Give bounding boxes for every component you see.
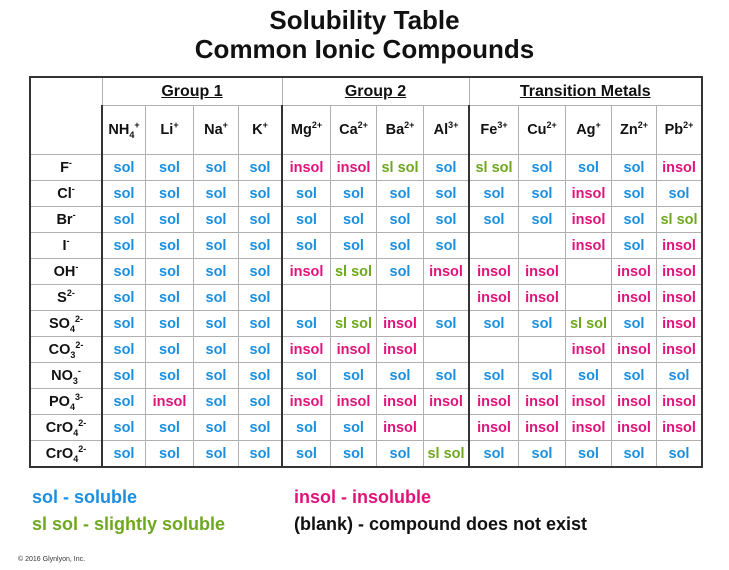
solubility-cell: sol xyxy=(519,181,566,207)
solubility-cell xyxy=(519,233,566,259)
solubility-cell: sol xyxy=(102,181,146,207)
solubility-cell: sol xyxy=(102,233,146,259)
solubility-cell: insol xyxy=(377,415,424,441)
cation-header xyxy=(282,106,331,155)
solubility-cell: sol xyxy=(102,285,146,311)
solubility-cell xyxy=(424,337,470,363)
anion-header xyxy=(30,285,102,311)
solubility-cell: sol xyxy=(146,233,194,259)
solubility-cell: sl sol xyxy=(424,441,470,468)
solubility-cell: sol xyxy=(102,415,146,441)
solubility-cell: insol xyxy=(469,259,519,285)
solubility-cell: sol xyxy=(146,441,194,468)
table-body xyxy=(30,155,702,468)
solubility-cell: sl sol xyxy=(566,311,612,337)
anion-label: Cl- xyxy=(57,183,75,202)
solubility-cell: insol xyxy=(469,389,519,415)
solubility-cell: sol xyxy=(424,363,470,389)
cation-header xyxy=(469,106,519,155)
table-row xyxy=(30,155,702,181)
anion-label: CrO$_4^{2-}$ xyxy=(45,443,87,464)
solubility-cell xyxy=(469,337,519,363)
solubility-cell: insol xyxy=(566,181,612,207)
anion-header xyxy=(30,155,102,181)
legend-sl-sol: sl sol - slightly soluble xyxy=(32,514,226,534)
solubility-cell: sol xyxy=(566,363,612,389)
solubility-cell: sol xyxy=(331,363,377,389)
solubility-cell: insol xyxy=(146,389,194,415)
anion-label: OH- xyxy=(53,261,79,280)
cation-header xyxy=(657,106,703,155)
solubility-cell: insol xyxy=(377,337,424,363)
solubility-cell: insol xyxy=(331,389,377,415)
solubility-cell: insol xyxy=(566,337,612,363)
solubility-cell: sol xyxy=(282,415,331,441)
solubility-cell: insol xyxy=(657,389,703,415)
solubility-cell: sol xyxy=(146,363,194,389)
solubility-cell: insol xyxy=(469,285,519,311)
legend-blank: (blank) - compound does not exist xyxy=(294,514,588,534)
solubility-cell: sol xyxy=(377,233,424,259)
solubility-cell: sol xyxy=(566,441,612,468)
table-row xyxy=(30,207,702,233)
group-label: Group 2 xyxy=(344,82,407,100)
solubility-cell: insol xyxy=(612,415,657,441)
solubility-cell: sol xyxy=(331,441,377,468)
solubility-cell: insol xyxy=(657,285,703,311)
solubility-cell: insol xyxy=(566,207,612,233)
solubility-cell: sol xyxy=(331,181,377,207)
solubility-cell: sol xyxy=(657,181,703,207)
solubility-cell: sol xyxy=(657,363,703,389)
solubility-cell: insol xyxy=(282,155,331,181)
solubility-cell: sol xyxy=(469,311,519,337)
solubility-cell: insol xyxy=(519,415,566,441)
anion-label: F- xyxy=(60,157,72,176)
table-row xyxy=(30,285,702,311)
solubility-cell: sol xyxy=(239,311,283,337)
cation-label: $Pb^{2+}$ xyxy=(664,120,694,138)
solubility-cell: sol xyxy=(282,363,331,389)
solubility-cell: sol xyxy=(377,259,424,285)
anion-label: Br- xyxy=(56,209,76,228)
cation-header-row xyxy=(30,106,702,155)
solubility-cell: sol xyxy=(102,155,146,181)
group-header xyxy=(102,77,282,106)
solubility-cell xyxy=(282,285,331,311)
anion-label: $CO_3^{2-}$ xyxy=(48,339,84,360)
table-row xyxy=(30,415,702,441)
solubility-cell: insol xyxy=(519,389,566,415)
solubility-cell: insol xyxy=(519,285,566,311)
solubility-cell: sol xyxy=(282,311,331,337)
anion-header xyxy=(30,415,102,441)
solubility-cell: insol xyxy=(424,389,470,415)
solubility-cell: sol xyxy=(239,337,283,363)
solubility-cell: sol xyxy=(282,207,331,233)
solubility-cell: sol xyxy=(469,441,519,468)
solubility-cell: sol xyxy=(657,441,703,468)
cation-label: $Al^{3+}$ xyxy=(433,120,459,138)
solubility-cell: sol xyxy=(424,311,470,337)
legend-sol: sol - soluble xyxy=(32,487,138,507)
group-label: Group 1 xyxy=(161,82,223,100)
anion-label: $PO_4^{3-}$ xyxy=(49,391,83,412)
solubility-cell: insol xyxy=(566,233,612,259)
anion-header xyxy=(30,259,102,285)
solubility-cell: sol xyxy=(519,207,566,233)
cation-header xyxy=(239,106,283,155)
solubility-cell: sol xyxy=(146,259,194,285)
group-header xyxy=(469,77,702,106)
cation-label: $NH_4^+$ xyxy=(108,120,140,140)
cation-label: $Zn^{2+}$ xyxy=(620,120,648,138)
solubility-cell: sol xyxy=(239,415,283,441)
solubility-cell: insol xyxy=(612,389,657,415)
solubility-cell: sl sol xyxy=(469,155,519,181)
solubility-cell: insol xyxy=(377,311,424,337)
solubility-cell: sol xyxy=(377,363,424,389)
solubility-cell: sol xyxy=(194,363,239,389)
cation-label: $Ba^{2+}$ xyxy=(385,120,415,138)
solubility-cell: sl sol xyxy=(331,311,377,337)
solubility-cell: sol xyxy=(194,207,239,233)
cation-header xyxy=(424,106,470,155)
anion-label: $S^{2-}$ xyxy=(57,287,75,306)
legend-insol: insol - insoluble xyxy=(294,487,432,507)
solubility-cell: sol xyxy=(194,415,239,441)
solubility-cell: sol xyxy=(239,207,283,233)
cation-label: $Fe^{3+}$ xyxy=(480,120,508,138)
solubility-cell: sol xyxy=(282,441,331,468)
solubility-cell: insol xyxy=(657,233,703,259)
solubility-cell xyxy=(469,233,519,259)
group-header xyxy=(282,77,469,106)
cation-label: $Ca^{2+}$ xyxy=(339,120,368,138)
group-label: Transition Metals xyxy=(519,82,651,100)
solubility-cell: sol xyxy=(146,155,194,181)
solubility-cell: sol xyxy=(102,389,146,415)
solubility-cell: sol xyxy=(194,259,239,285)
solubility-cell: sol xyxy=(331,415,377,441)
anion-header xyxy=(30,311,102,337)
solubility-cell: sol xyxy=(377,441,424,468)
solubility-cell: sol xyxy=(239,155,283,181)
solubility-cell: sol xyxy=(146,285,194,311)
table-row xyxy=(30,233,702,259)
solubility-cell: sol xyxy=(146,415,194,441)
solubility-cell: sol xyxy=(612,441,657,468)
solubility-cell: sol xyxy=(612,207,657,233)
cation-label: Ag+ xyxy=(576,120,601,138)
copyright: © 2016 Glynlyon, Inc. xyxy=(18,556,86,563)
solubility-cell xyxy=(424,415,470,441)
solubility-cell: sol xyxy=(194,337,239,363)
cation-label: $Cu^{2+}$ xyxy=(527,120,557,138)
solubility-cell: insol xyxy=(331,337,377,363)
anion-header xyxy=(30,207,102,233)
solubility-cell: sol xyxy=(612,233,657,259)
solubility-cell: sol xyxy=(239,259,283,285)
solubility-cell: sol xyxy=(194,233,239,259)
solubility-cell: sol xyxy=(239,363,283,389)
solubility-cell: sol xyxy=(102,337,146,363)
solubility-cell: sol xyxy=(194,441,239,468)
solubility-cell xyxy=(566,259,612,285)
cation-header xyxy=(102,106,146,155)
solubility-cell: sol xyxy=(146,207,194,233)
solubility-cell: sol xyxy=(146,181,194,207)
solubility-cell: insol xyxy=(612,337,657,363)
solubility-cell: insol xyxy=(282,337,331,363)
solubility-cell: sol xyxy=(424,233,470,259)
solubility-cell: insol xyxy=(331,155,377,181)
solubility-cell: sol xyxy=(239,181,283,207)
anion-header xyxy=(30,337,102,363)
cation-header xyxy=(519,106,566,155)
solubility-cell: sol xyxy=(612,181,657,207)
solubility-cell xyxy=(566,285,612,311)
table-row xyxy=(30,311,702,337)
solubility-cell: sol xyxy=(102,207,146,233)
solubility-cell: insol xyxy=(566,389,612,415)
cation-label: Li+ xyxy=(160,120,179,138)
solubility-cell: sol xyxy=(566,155,612,181)
solubility-cell: sol xyxy=(194,181,239,207)
solubility-cell: sol xyxy=(612,363,657,389)
corner-cell xyxy=(30,77,102,155)
anion-label: CrO$_4^{2-}$ xyxy=(45,417,87,438)
solubility-cell: insol xyxy=(612,285,657,311)
solubility-cell xyxy=(519,337,566,363)
solubility-cell: sol xyxy=(239,441,283,468)
solubility-cell: sl sol xyxy=(657,207,703,233)
solubility-cell: sol xyxy=(377,207,424,233)
cation-header xyxy=(146,106,194,155)
solubility-cell xyxy=(377,285,424,311)
solubility-cell: sol xyxy=(102,259,146,285)
solubility-cell: sol xyxy=(239,285,283,311)
solubility-cell: sol xyxy=(331,233,377,259)
solubility-cell: insol xyxy=(657,415,703,441)
anion-label: I- xyxy=(62,235,70,254)
solubility-cell: sol xyxy=(519,441,566,468)
solubility-cell: insol xyxy=(282,389,331,415)
solubility-cell: sol xyxy=(612,155,657,181)
cation-label: Na+ xyxy=(204,120,228,138)
solubility-cell: insol xyxy=(424,259,470,285)
anion-header xyxy=(30,441,102,468)
solubility-cell: sol xyxy=(146,337,194,363)
solubility-cell: sol xyxy=(424,207,470,233)
solubility-cell: insol xyxy=(657,155,703,181)
solubility-cell: sol xyxy=(519,363,566,389)
solubility-cell: sol xyxy=(377,181,424,207)
table-row xyxy=(30,259,702,285)
cation-header xyxy=(331,106,377,155)
solubility-cell: sl sol xyxy=(331,259,377,285)
solubility-table xyxy=(29,76,703,468)
solubility-cell: sol xyxy=(194,155,239,181)
cation-header xyxy=(194,106,239,155)
solubility-cell: sol xyxy=(282,181,331,207)
solubility-cell: sol xyxy=(519,155,566,181)
solubility-cell: sol xyxy=(424,181,470,207)
anion-header xyxy=(30,233,102,259)
table-row xyxy=(30,181,702,207)
solubility-cell: insol xyxy=(566,415,612,441)
solubility-cell: insol xyxy=(282,259,331,285)
solubility-cell: insol xyxy=(612,259,657,285)
table-row xyxy=(30,337,702,363)
solubility-cell xyxy=(331,285,377,311)
solubility-cell: insol xyxy=(657,337,703,363)
table-row xyxy=(30,363,702,389)
cation-label: $Mg^{2+}$ xyxy=(290,120,323,138)
anion-label: $NO_3^-$ xyxy=(51,365,81,386)
solubility-cell: sol xyxy=(424,155,470,181)
anion-header xyxy=(30,389,102,415)
solubility-cell: sol xyxy=(102,363,146,389)
table-row xyxy=(30,441,702,468)
solubility-cell: insol xyxy=(469,415,519,441)
solubility-cell: sol xyxy=(239,389,283,415)
solubility-cell: sol xyxy=(194,285,239,311)
solubility-cell: sol xyxy=(194,389,239,415)
solubility-cell: sol xyxy=(519,311,566,337)
solubility-cell: sol xyxy=(612,311,657,337)
solubility-cell: sol xyxy=(282,233,331,259)
title-line-2: Common Ionic Compounds xyxy=(194,34,535,64)
table-row xyxy=(30,389,702,415)
solubility-cell: insol xyxy=(519,259,566,285)
solubility-cell: sol xyxy=(102,441,146,468)
solubility-cell: sol xyxy=(469,363,519,389)
solubility-cell: insol xyxy=(377,389,424,415)
solubility-cell: sol xyxy=(194,311,239,337)
solubility-cell: sol xyxy=(239,233,283,259)
anion-header xyxy=(30,181,102,207)
cation-label: K+ xyxy=(252,120,268,138)
solubility-cell: sol xyxy=(146,311,194,337)
solubility-cell xyxy=(424,285,470,311)
cation-header xyxy=(377,106,424,155)
solubility-cell: sol xyxy=(331,207,377,233)
solubility-cell: insol xyxy=(657,259,703,285)
title-line-1: Solubility Table xyxy=(269,5,460,35)
solubility-cell: sl sol xyxy=(377,155,424,181)
solubility-cell: insol xyxy=(657,311,703,337)
cation-header xyxy=(612,106,657,155)
solubility-cell: sol xyxy=(102,311,146,337)
group-header-row xyxy=(30,77,702,106)
anion-header xyxy=(30,363,102,389)
cation-header xyxy=(566,106,612,155)
anion-label: $SO_4^{2-}$ xyxy=(49,313,83,334)
solubility-cell: sol xyxy=(469,181,519,207)
solubility-cell: sol xyxy=(469,207,519,233)
